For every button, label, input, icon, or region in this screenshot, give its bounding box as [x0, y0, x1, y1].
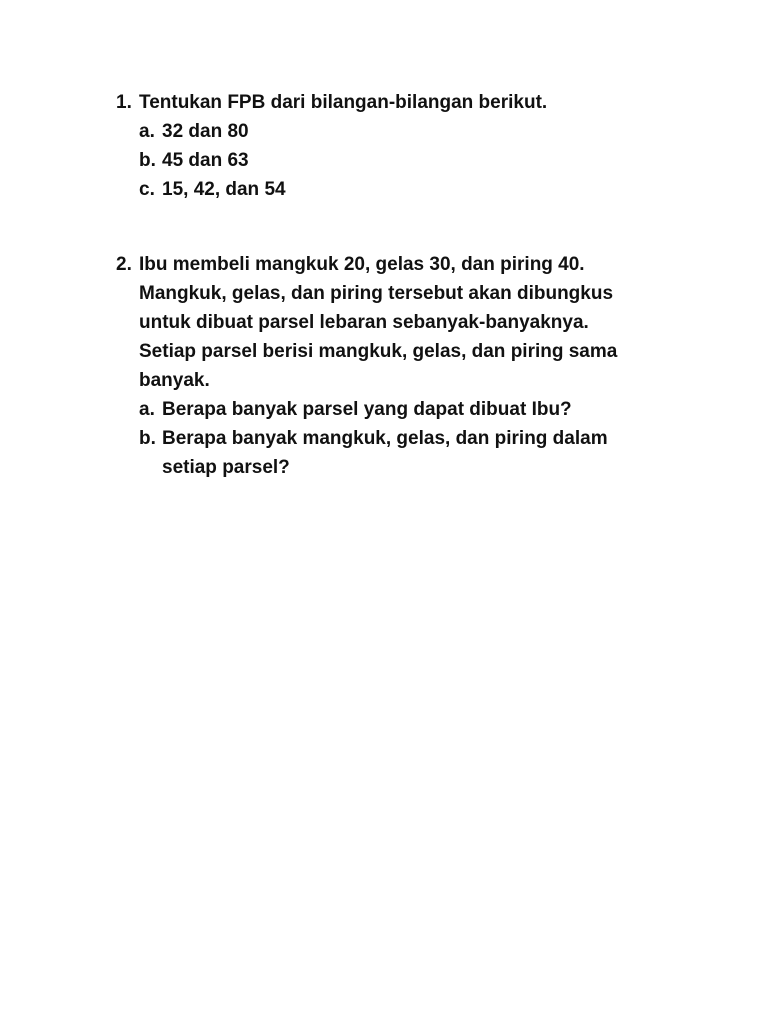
sub-item-text: 32 dan 80	[162, 121, 249, 142]
question-number: 1.	[116, 92, 132, 113]
sub-item-letter: a.	[139, 399, 155, 420]
question-text-line: Mangkuk, gelas, dan piring tersebut akan dibungkus	[139, 283, 614, 304]
sub-item-letter: a.	[139, 121, 155, 142]
question-1	[116, 88, 676, 204]
question-text-line: untuk dibuat parsel lebaran sebanyak-banyaknya.	[139, 312, 589, 333]
question-text-line: banyak.	[139, 370, 210, 391]
question-1-stem	[116, 88, 676, 117]
sub-item-indent	[139, 453, 162, 482]
question-2-stem	[116, 250, 676, 279]
question-text-line: Setiap parsel berisi mangkuk, gelas, dan piring sama	[139, 341, 618, 362]
question-text: Tentukan FPB dari bilangan-bilangan berikut.	[139, 92, 548, 113]
sub-item-a	[116, 395, 676, 424]
sub-item-a	[116, 117, 676, 146]
question-2	[116, 250, 676, 482]
question-text: Ibu membeli mangkuk 20, gelas 30, dan piring 40.	[139, 254, 585, 275]
sub-item-text: setiap parsel?	[162, 457, 290, 478]
sub-item-text: 45 dan 63	[162, 150, 249, 171]
sub-item-b	[116, 424, 676, 453]
question-number: 2.	[116, 254, 132, 275]
sub-item-b-continuation	[116, 453, 676, 482]
sub-item-letter: c.	[139, 179, 155, 200]
sub-item-text: Berapa banyak parsel yang dapat dibuat Ibu?	[162, 399, 572, 420]
sub-item-c	[116, 175, 676, 204]
sub-item-letter: b.	[139, 428, 156, 449]
sub-item-text: 15, 42, dan 54	[162, 179, 286, 200]
sub-item-b	[116, 146, 676, 175]
sub-item-letter: b.	[139, 150, 156, 171]
sub-item-text: Berapa banyak mangkuk, gelas, dan piring dalam	[162, 428, 608, 449]
